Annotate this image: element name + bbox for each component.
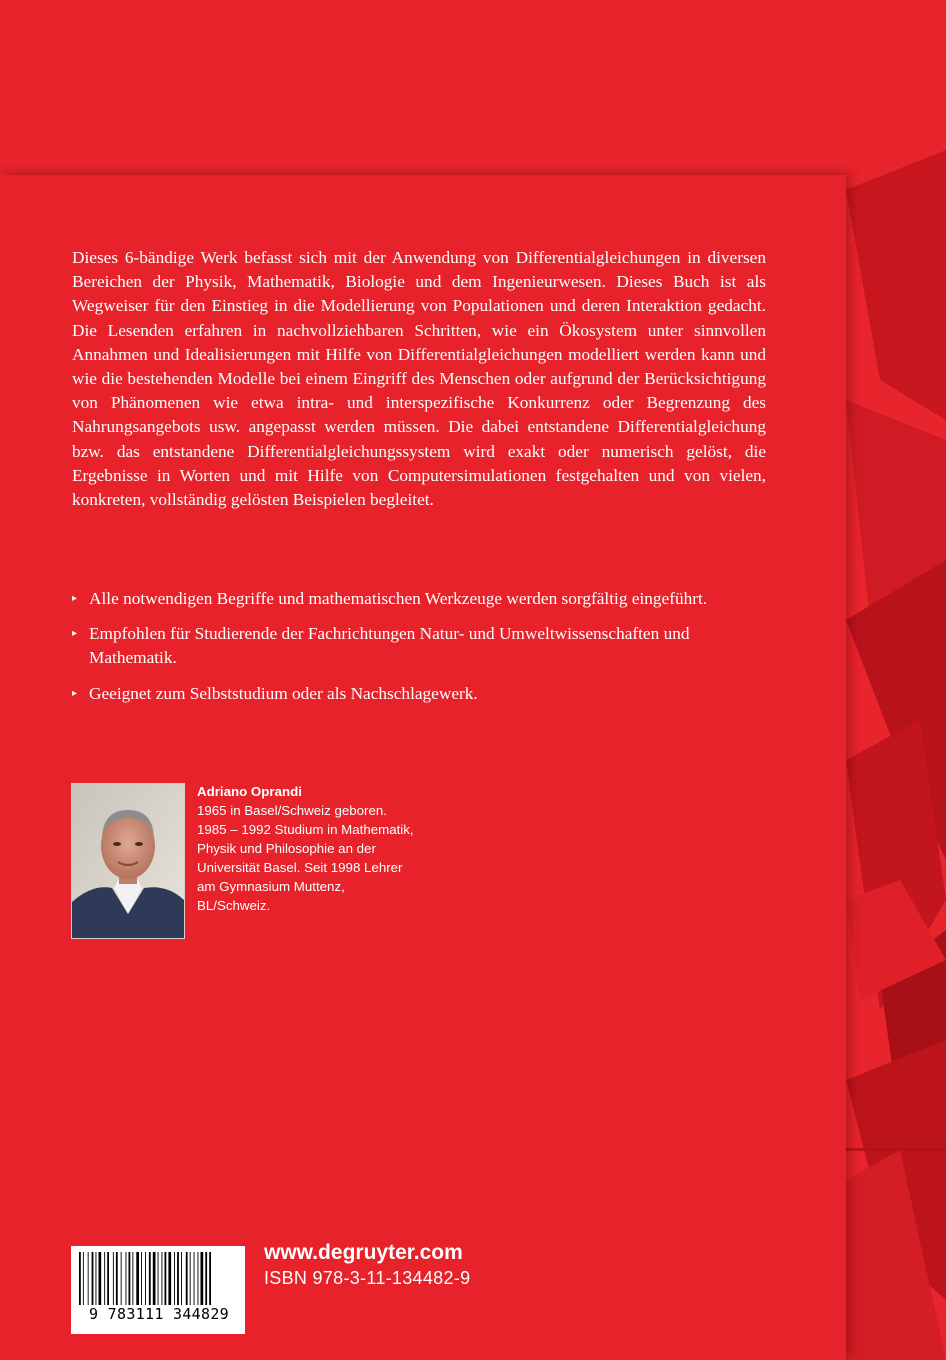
barcode-bar bbox=[174, 1252, 175, 1308]
barcode-bar bbox=[194, 1252, 195, 1308]
barcode-bar bbox=[88, 1252, 89, 1308]
barcode-bar bbox=[113, 1252, 114, 1308]
publisher-url[interactable]: www.degruyter.com bbox=[264, 1241, 463, 1264]
barcode-bar bbox=[121, 1252, 122, 1308]
barcode-bar bbox=[141, 1252, 142, 1308]
feature-list bbox=[72, 587, 772, 717]
barcode-bar bbox=[201, 1252, 204, 1308]
author-info bbox=[197, 782, 417, 915]
barcode-digits: 9 783111 344829 bbox=[77, 1305, 241, 1323]
triangle-bullet-icon: ▸ bbox=[72, 687, 78, 699]
description-text: Dieses 6-bändige Werk befasst sich mit der Anwendung von Differentialgleichungen in diversen Bereichen der Physik, Mathematik, Biologie und dem Ingenieurwesen. Dieses Buch ist als Wegweiser für den Einstieg in die Modellierung von Populationen und deren Interaktion gedacht. Die Lesenden erfahren in nachvollziehbaren Schritten, wie ein Ökosystem unter sinnvollen Annahmen und Idealisierungen mit Hilfe von Differentialgleichungen modelliert werden kann und wie die bestehenden Modelle bei einem Eingriff des Menschen oder aufgrund der Berücksichtigung von Phänomenen wie etwa intra- und interspezifische Konkurrenz oder Begrenzung des Nahrungsangebots usw. angepasst werden müssen. Die dabei entstandene Differentialgleichung bzw. das entstandene Differentialgleichungssystem wird exakt oder numerisch gelöst, die Ergebnisse in Worten und mit Hilfe von Computersimulationen festgehalten und von vielen, konkreten, vollständig gelösten Beispielen begleitet. bbox=[72, 248, 766, 510]
barcode-bar bbox=[79, 1252, 81, 1308]
barcode-bar bbox=[129, 1252, 131, 1308]
barcode-bar bbox=[99, 1252, 102, 1308]
list-item-text: Empfohlen für Studierende der Fachrichtungen Natur- und Umweltwissenschaften und Mathematik. bbox=[89, 624, 690, 668]
barcode-bar bbox=[190, 1252, 191, 1308]
barcode-bar bbox=[149, 1252, 151, 1308]
isbn-text: ISBN 978-3-11-134482-9 bbox=[264, 1268, 471, 1288]
barcode-bar bbox=[181, 1252, 182, 1308]
barcode-bar bbox=[153, 1252, 156, 1308]
list-item bbox=[72, 622, 749, 670]
barcode-bar bbox=[162, 1252, 163, 1308]
list-item-text: Alle notwendigen Begriffe und mathematischen Werkzeuge werden sorgfältig eingeführt. bbox=[89, 589, 708, 608]
barcode-bar bbox=[145, 1252, 146, 1308]
barcode-bar bbox=[104, 1252, 105, 1308]
barcode-bar bbox=[209, 1252, 211, 1308]
barcode-bar bbox=[198, 1252, 199, 1308]
barcode-bar bbox=[168, 1252, 171, 1308]
triangle-bullet-icon: ▸ bbox=[72, 593, 78, 604]
barcode-bar bbox=[96, 1252, 97, 1308]
list-item bbox=[72, 682, 749, 706]
triangle-bullet-icon: ▸ bbox=[72, 628, 78, 640]
author-name: Adriano Oprandi bbox=[197, 784, 302, 799]
barcode-bar bbox=[177, 1252, 179, 1308]
author-bio: 1965 in Basel/Schweiz geboren. 1985 – 1992 Studium in Mathematik, Physik und Philosophie an der Universität Basel. Seit 1998 Lehrer am Gymnasium Muttenz, BL/Schweiz. bbox=[197, 803, 414, 913]
isbn-barcode bbox=[71, 1246, 245, 1334]
barcode-bar bbox=[83, 1252, 84, 1308]
barcode-bar bbox=[136, 1252, 139, 1308]
author-photo bbox=[71, 783, 185, 939]
barcode-bar bbox=[158, 1252, 159, 1308]
barcode-bar bbox=[205, 1252, 207, 1308]
barcode-bar bbox=[126, 1252, 127, 1308]
barcode-bar bbox=[186, 1252, 188, 1308]
barcode-bar bbox=[107, 1252, 109, 1308]
barcode-bar bbox=[132, 1252, 133, 1308]
barcode-bar bbox=[92, 1252, 94, 1308]
barcode-bar bbox=[165, 1252, 167, 1308]
list-item bbox=[72, 587, 749, 611]
list-item-text: Geeignet zum Selbststudium oder als Nachschlagewerk. bbox=[89, 683, 478, 703]
barcode-bar bbox=[116, 1252, 118, 1308]
